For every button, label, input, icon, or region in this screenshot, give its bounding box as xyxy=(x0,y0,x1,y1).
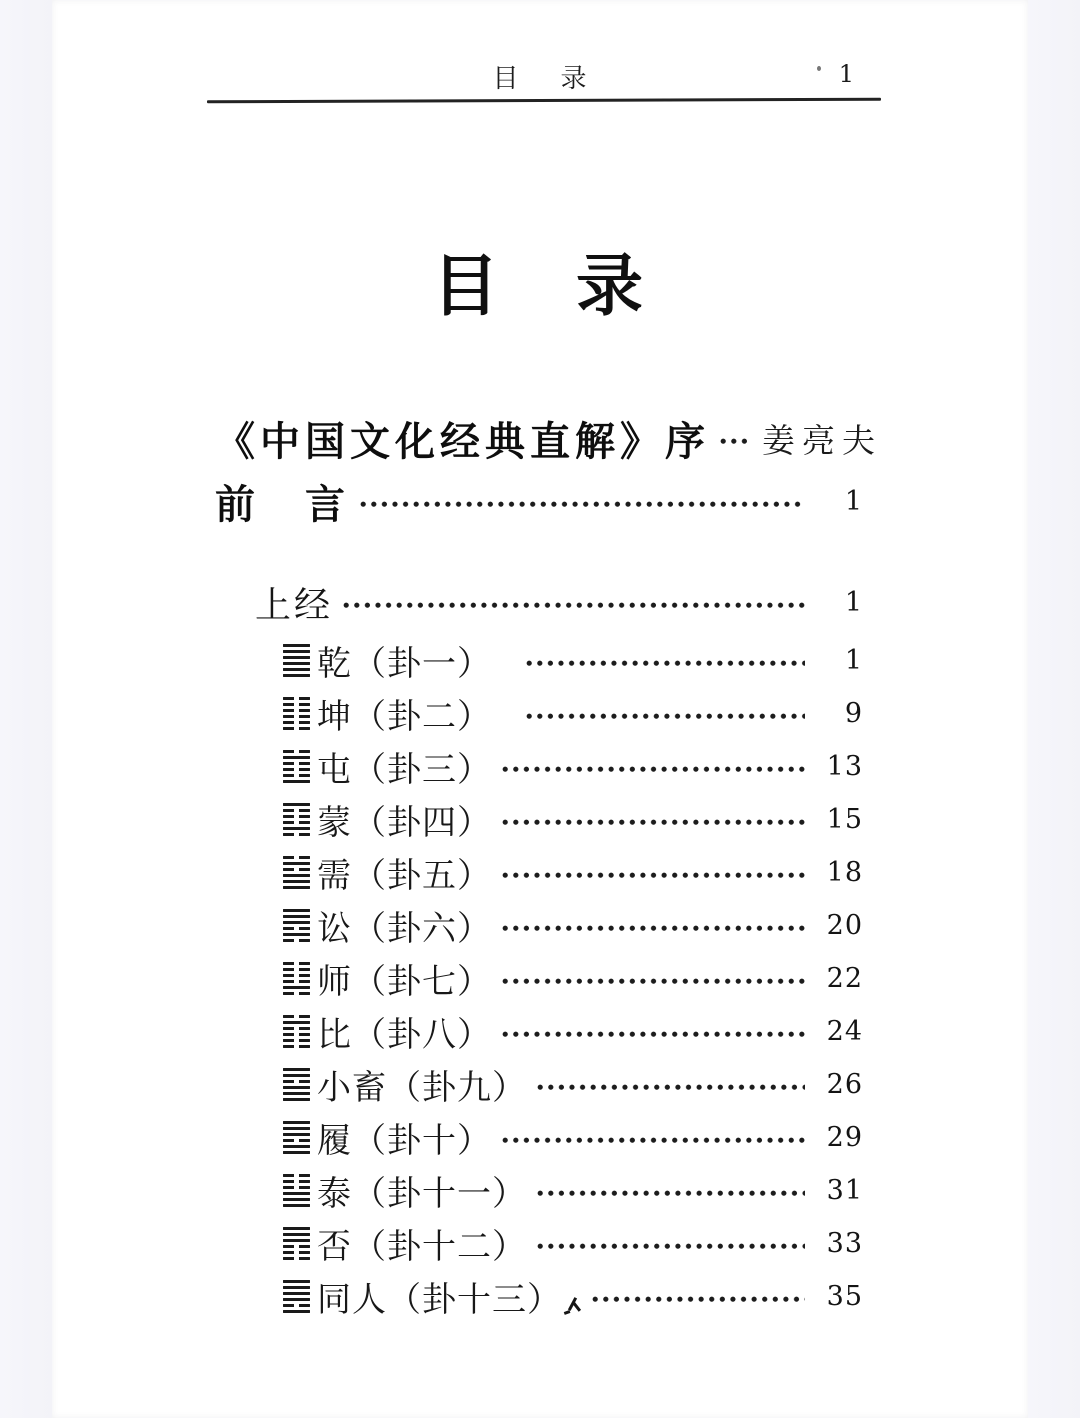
toc-row xyxy=(207,899,863,952)
toc-entry-label: 上经 xyxy=(255,585,334,626)
toc-row xyxy=(207,740,863,793)
dot-leader xyxy=(502,1031,805,1038)
running-header-page-number: 1 xyxy=(838,60,854,88)
toc-entry-label: 师（卦七） xyxy=(317,962,492,1002)
toc-row xyxy=(207,407,882,470)
book-page xyxy=(52,0,1028,1418)
toc-entry-label: 讼（卦六） xyxy=(317,909,492,949)
dot-leader xyxy=(502,872,805,879)
toc-entry-page: 18 xyxy=(826,857,863,888)
toc-entry-label: 《中国文化经典直解》序 xyxy=(215,420,710,464)
hexagram-kun-icon xyxy=(283,697,310,730)
toc-row xyxy=(207,952,863,1005)
hexagram-meng-icon xyxy=(283,803,310,836)
toc-row xyxy=(207,1058,863,1111)
toc-entry-page: 1 xyxy=(844,645,863,676)
dot-leader xyxy=(502,819,805,826)
toc-row xyxy=(207,846,863,899)
dot-leader xyxy=(360,501,805,508)
toc-entry-label: 泰（卦十一） xyxy=(317,1174,527,1214)
toc-entry-page: 31 xyxy=(826,1175,863,1206)
toc-entry-label: 乾（卦一） xyxy=(317,644,492,684)
toc-entry-label: 比（卦八） xyxy=(317,1015,492,1055)
toc-row xyxy=(207,1111,863,1164)
table-of-contents xyxy=(207,407,882,1323)
running-header xyxy=(207,58,880,92)
toc-row xyxy=(207,1217,863,1270)
dot-leader xyxy=(526,660,805,667)
toc-entry-page: 22 xyxy=(826,963,863,994)
dot-leader xyxy=(720,438,750,445)
toc-entry-page: 20 xyxy=(826,910,863,941)
toc-entry-label: 屯（卦三） xyxy=(317,750,492,790)
toc-entry-label: 同人（卦十三） xyxy=(317,1280,562,1320)
hexagram-pi-icon xyxy=(283,1227,310,1260)
dot-leader xyxy=(537,1190,805,1197)
header-rule xyxy=(207,98,881,103)
dot-leader xyxy=(502,766,805,773)
toc-entry-page: 26 xyxy=(826,1069,863,1100)
toc-entry-author: 姜亮夫 xyxy=(762,421,882,460)
toc-entry-label: 前 言 xyxy=(215,483,350,527)
running-header-title: 目 录 xyxy=(492,64,595,94)
toc-entry-page: 15 xyxy=(826,804,863,835)
pen-mark-artifact xyxy=(564,1295,582,1317)
dot-leader xyxy=(502,978,805,985)
hexagram-lv-icon xyxy=(283,1121,310,1154)
hexagram-zhun-icon xyxy=(283,750,310,783)
toc-row xyxy=(207,687,863,740)
toc-entry-label: 否（卦十二） xyxy=(317,1227,527,1267)
toc-entry-page: 24 xyxy=(826,1016,863,1047)
hexagram-qian-icon xyxy=(283,644,310,677)
hexagram-xu-icon xyxy=(283,856,310,889)
toc-row xyxy=(207,1270,863,1323)
toc-row xyxy=(207,793,863,846)
toc-entry-label: 需（卦五） xyxy=(317,856,492,896)
toc-entry-page: 33 xyxy=(826,1228,863,1259)
toc-row xyxy=(207,1005,863,1058)
dot-leader xyxy=(343,602,805,609)
hexagram-song-icon xyxy=(283,909,310,942)
scan-speck xyxy=(817,66,821,71)
dot-leader xyxy=(526,713,805,720)
toc-entry-label: 履（卦十） xyxy=(317,1121,492,1161)
hexagram-tai-icon xyxy=(283,1174,310,1207)
toc-entry-page: 29 xyxy=(826,1122,863,1153)
toc-entry-page: 9 xyxy=(844,698,863,729)
toc-entry-label: 小畜（卦九） xyxy=(317,1068,527,1108)
dot-leader xyxy=(537,1243,805,1250)
toc-entry-label: 坤（卦二） xyxy=(317,697,492,737)
toc-entry-page: 1 xyxy=(844,486,863,517)
page-title: 目 录 xyxy=(432,249,648,324)
toc-entry-page: 35 xyxy=(826,1281,863,1312)
hexagram-xiaoxu-icon xyxy=(283,1068,310,1101)
dot-leader xyxy=(502,1137,805,1144)
toc-row xyxy=(207,470,863,533)
toc-entry-label: 蒙（卦四） xyxy=(317,803,492,843)
dot-leader xyxy=(537,1084,805,1091)
toc-entry-page: 13 xyxy=(826,751,863,782)
toc-row xyxy=(207,1164,863,1217)
toc-row xyxy=(207,634,863,687)
toc-entry-page: 1 xyxy=(844,587,863,618)
toc-row xyxy=(207,571,863,634)
hexagram-bi-icon xyxy=(283,1015,310,1048)
hexagram-tongren-icon xyxy=(283,1280,310,1313)
dot-leader xyxy=(502,925,805,932)
dot-leader xyxy=(592,1296,805,1303)
hexagram-shi-icon xyxy=(283,962,310,995)
scan-margin-right xyxy=(1026,0,1080,1418)
scan-margin-left xyxy=(0,0,54,1418)
